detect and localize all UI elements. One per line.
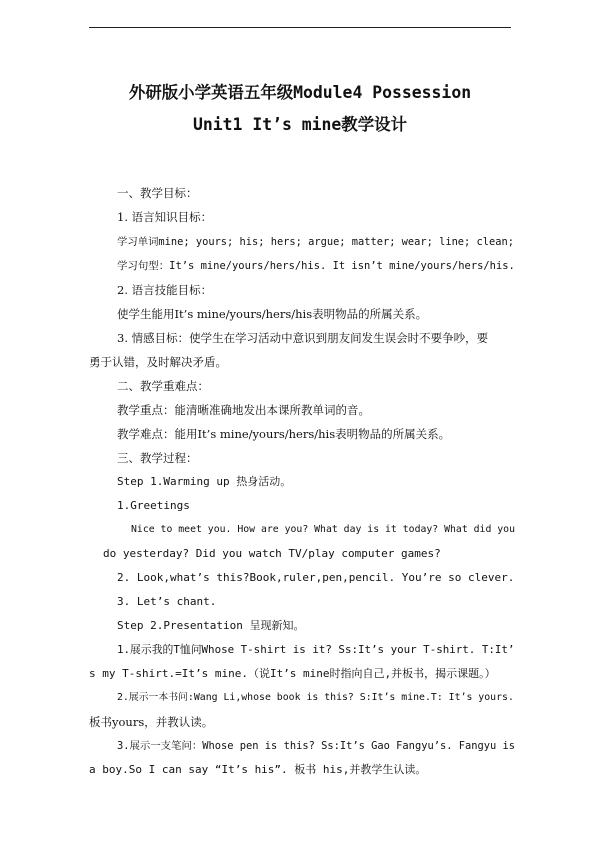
document-title: 外研版小学英语五年级Module4 Possession [128, 83, 472, 102]
list-item-pen-cont: a boy.So I can say “It’s his”. 板书 his,并教学生认读。 [89, 763, 427, 776]
body-text-key-point: 教学重点：能清晰准确地发出本课所教单词的音。 [117, 403, 370, 417]
list-item-pen: 3.展示一支笔问：Whose pen is this? Ss:It’s Gao Fangyu’s. Fangyu is [117, 740, 516, 752]
section-heading-objectives: 一、教学目标： [117, 186, 198, 200]
body-text-greeting-questions-cont: do yesterday? Did you watch TV/play computer games? [103, 547, 441, 560]
body-text-emotional-goal: 3. 情感目标：使学生在学习活动中意识到朋友间发生误会时不要争吵，要 [117, 331, 489, 345]
body-text-skill-goal: 使学生能用It’s mine/yours/hers/his表明物品的所属关系。 [117, 307, 428, 321]
subheading-knowledge-goals: 1. 语言知识目标： [117, 210, 213, 224]
list-item-tshirt-cont: s my T-shirt.=It’s mine.（说It’s mine时指向自己,并板书，揭示课题。） [89, 667, 496, 680]
body-text-vocabulary: 学习单词mine; yours; his; hers; argue; matter; wear; line; clean; [117, 236, 514, 248]
subheading-skill-goals: 2. 语言技能目标： [117, 283, 213, 297]
list-item-chant: 3. Let’s chant. [117, 595, 217, 608]
list-item-book: 2.展示一本书问:Wang Li,whose book is this? S:It’s mine.T: It’s yours. [117, 692, 514, 703]
step-heading-presentation: Step 2.Presentation 呈现新知。 [117, 619, 305, 632]
body-text-emotional-goal-cont: 勇于认错，及时解决矛盾。 [89, 355, 227, 369]
top-rule [89, 27, 511, 28]
section-heading-key-points: 二、教学重难点： [117, 379, 209, 393]
body-text-greeting-questions: Nice to meet you. How are you? What day is it today? What did you [131, 524, 515, 535]
body-text-sentence-patterns: 学习句型：It’s mine/yours/hers/his. It isn’t mine/yours/hers/his. [117, 260, 515, 272]
list-item-greetings: 1.Greetings [117, 499, 190, 512]
list-item-look: 2. Look,what’s this?Book,ruler,pen,pencil. You’re so clever. [117, 571, 515, 584]
list-item-tshirt: 1.展示我的T恤问Whose T-shirt is it? Ss:It’s your T-shirt. T:It’ [117, 643, 515, 656]
section-heading-process: 三、教学过程： [117, 451, 198, 465]
list-item-book-cont: 板书yours，并教认读。 [89, 715, 214, 729]
body-text-difficult-point: 教学难点：能用It’s mine/yours/hers/his表明物品的所属关系。 [117, 427, 451, 441]
step-heading-warming-up: Step 1.Warming up 热身活动。 [117, 475, 292, 488]
document-subtitle: Unit1 It’s mine教学设计 [193, 115, 407, 134]
